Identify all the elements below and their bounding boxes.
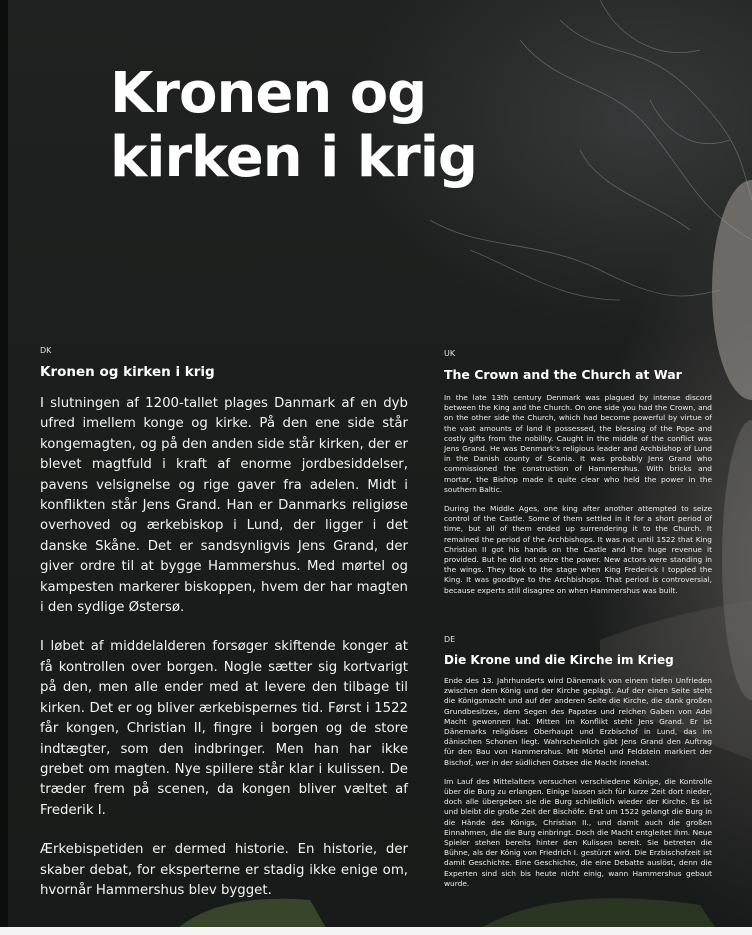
- panel-frame-bottom: [0, 927, 752, 935]
- uk-paragraph-1: In the late 13th century Denmark was plagued by intense discord between the King and the Church. On one side you had the Crown, and on the other side the Church, which had become powerful by virtue of the vast amounts of land it possessed, the blessing of the Pope and costly gifts from the nobility. Caught in the middle of the conflict was Jens Grand. He was Denmark's religious leader and Archbishop of Lund in the Danish county of Scania. It was probably Jens Grand who commissioned the construction of Hammershus. With bricks and mortar, the Bishop made it quite clear who held the power in the southern Baltic.: [444, 393, 712, 494]
- panel-frame-left: [0, 0, 8, 935]
- lang-label-dk: DK: [40, 346, 52, 355]
- uk-paragraph-2: During the Middle Ages, one king after another attempted to seize control of the Castle. Some of them settled in it for a short period of time, but all of them ended up surrendering it to the Church. It remained the period of the Archbishops. It was not until 1522 that King Christian II got his hands on the Castle and the huge revenue it provided. But he did not seize the power. New actors were standing in the wings. They took to the stage when King Frederick I toppled the King. It was goodbye to the Archbishops. That period is controversial, because experts still disagree on when Hammershus was built.: [444, 504, 712, 595]
- main-title: [110, 62, 477, 190]
- lang-label-de: DE: [444, 635, 456, 644]
- uk-body: [444, 393, 712, 605]
- dk-paragraph-1: I slutningen af 1200-tallet plages Danmark af en dyb ufred imellem konge og kirke. På den ene side står kongemagten, og på den anden side står kirken, der er blevet magtfuld i kraft af enorme jordbesiddelser, pavens velsignelse og rige gaver fra adelen. Midt i konflikten står Jens Grand. Han er Danmarks religiøse overhoved og ærkebiskop i Lund, der ligger i det danske Skåne. Det er sandsynligvis Jens Grand, der giver ordre til at bygge Hammershus. Med mørtel og kampesten markerer biskoppen, hvem der har magten i den sydlige Østersø.: [40, 396, 408, 616]
- main-title-line-2: kirken i krig: [110, 125, 477, 190]
- de-paragraph-1: Ende des 13. Jahrhunderts wird Dänemark von einem tiefen Unfrieden zwischen dem König und der Kirche geplagt. Auf der einen Seite steht die Königsmacht und auf der anderen Seite die Kirche, die dank großen Grundbesitzes, dem Segen des Papstes und reichen Gaben von Adel Macht gewonnen hat. Mitten im Konflikt steht Jens Grand. Er ist Dänemarks religiöses Oberhaupt und Erzbischof in Lund, das im dänischen Schonen liegt. Wahrscheinlich gibt Jens Grand den Auftrag für den Bau von Hammershus. Mit Mörtel und Feldstein markiert der Bischof, wer in der südlichen Ostsee die Macht innehat.: [444, 676, 712, 767]
- main-title-line-1: Kronen og: [110, 61, 427, 126]
- de-body: [444, 676, 712, 898]
- de-paragraph-2: Im Lauf des Mittelalters versuchen verschiedene Könige, die Kontrolle über die Burg zu erlangen. Einige lassen sich für kurze Zeit dort nieder, doch alle übergeben sie die Burg schließlich wieder der Kirche. Es ist und bleibt die große Zeit der Bischöfe. Erst um 1522 gelangt die Burg in die Hände des Königs, Christian II., und damit auch die großen Einnahmen, die die Burg einbringt. Doch die Macht entgleitet ihm. Neue Spieler stehen bereits hinter den Kulissen bereit. Sie betreten die Bühne, als der König von Friedrich I. gestürzt wird. Die Erzbischofzeit ist damit Geschichte. Eine Geschichte, die eine Debatte auslöst, denn die Experten sind sich bis heute nicht einig, wann Hammershus gebaut wurde.: [444, 776, 712, 888]
- de-heading: Die Krone und die Kirche im Krieg: [444, 653, 674, 667]
- lang-label-uk: UK: [444, 349, 456, 358]
- dk-heading: Kronen og kirken i krig: [40, 364, 215, 380]
- dk-body: [40, 394, 408, 920]
- dk-paragraph-3: Ærkebispetiden er dermed historie. En historie, der skaber debat, for eksperterne er stadig ikke enige om, hvornår Hammershus blev bygget.: [40, 842, 408, 898]
- uk-heading: The Crown and the Church at War: [444, 367, 682, 382]
- dk-paragraph-2: I løbet af middelalderen forsøger skiftende konger at få kontrollen over borgen. Nogle sætter sig kortvarigt på den, men alle ender med at levere den tilbage til kirken. Det er og bliver ærkebispernes tid. Først i 1522 får kongen, Christian II, fingre i borgen og de store indtægter, som den indbringer. Men han har ikke grebet om magten. Nye spillere står klar i kulissen. De træder frem på scenen, da kongen bliver væltet af Frederik I.: [40, 639, 408, 818]
